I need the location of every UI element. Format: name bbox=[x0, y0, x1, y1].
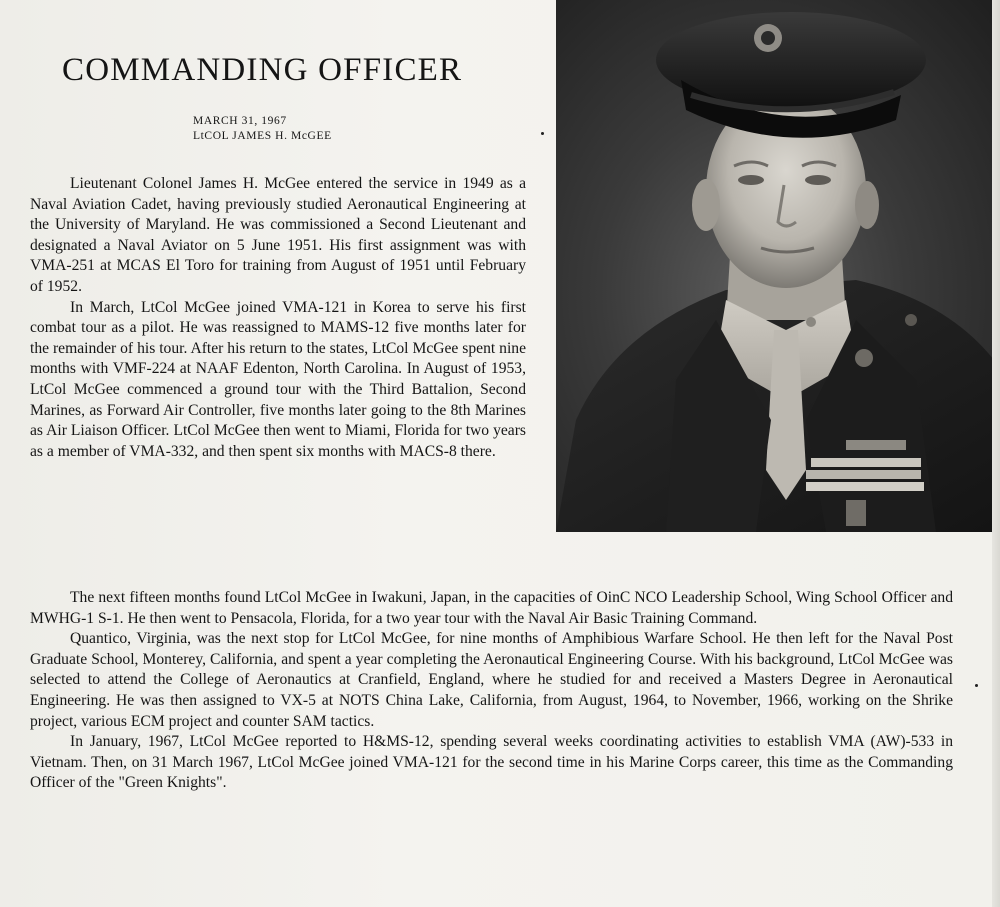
paragraph-3: The next fifteen months found LtCol McGee in Iwakuni, Japan, in the capacities of OinC NCO Leadership School, Wing School Officer and MWHG-1 S-1. He then went to Pensacola, Florida, for a two year tour with the Naval Air Basic Training Command. bbox=[30, 589, 953, 627]
speck-mark bbox=[975, 684, 978, 687]
paragraph-5: In January, 1967, LtCol McGee reported to H&MS-12, spending several weeks coordinating activities to establish VMA (AW)-533 in Vietnam. Then, on 31 March 1967, LtCol McGee joined VMA-121 for the second time in his Marine Corps career, this time as the Commanding Officer of the "Green Knights". bbox=[30, 733, 953, 792]
officer-portrait-photo bbox=[556, 0, 994, 532]
date-line: MARCH 31, 1967 bbox=[193, 115, 287, 127]
column-text bbox=[30, 174, 526, 462]
speck-mark bbox=[541, 132, 544, 135]
paragraph-1: Lieutenant Colonel James H. McGee entered the service in 1949 as a Naval Aviation Cadet, having previously studied Aeronautical Engineering at the University of Maryland. He was commissioned a Second Lieutenant and designated a Naval Aviator on 5 June 1951. His first assignment was with VMA-251 at MCAS El Toro for training from August of 1951 until February of 1952. bbox=[30, 175, 526, 295]
dateline bbox=[193, 114, 332, 144]
paragraph-2: In March, LtCol McGee joined VMA-121 in Korea to serve his first combat tour as a pilot. He was reassigned to MAMS-12 five months later for the remainder of his tour. After his return to the states, LtCol McGee spent nine months with VMF-224 at NAAF Edenton, North Carolina. In August of 1953, LtCol McGee commenced a ground tour with the Third Battalion, Second Marines, as Forward Air Controller, five months later going to the 8th Marines as Air Liaison Officer. LtCol McGee then went to Miami, Florida for two years as a member of VMA-332, and then spent six months with MACS-8 there. bbox=[30, 298, 526, 460]
paragraph-4: Quantico, Virginia, was the next stop for LtCol McGee, for nine months of Amphibious Warfare School. He then left for the Naval Post Graduate School, Monterey, California, and spent a year completing the Aeronautical Engineering Course. With his background, LtCol McGee was selected to attend the College of Aeronautics at Cranfield, England, where he studied for and received a Masters Degree in Aeronautical Engineering. He was then assigned to VX-5 at NOTS China Lake, California, from August, 1964, to November, 1966, working on the Shrike project, various ECM project and counter SAM tactics. bbox=[30, 630, 953, 730]
page-edge bbox=[992, 0, 1000, 907]
full-width-text bbox=[30, 588, 953, 794]
portrait-illustration bbox=[556, 0, 994, 532]
officer-name-line: LtCOL JAMES H. McGEE bbox=[193, 130, 332, 142]
page-title: COMMANDING OFFICER bbox=[62, 52, 463, 88]
